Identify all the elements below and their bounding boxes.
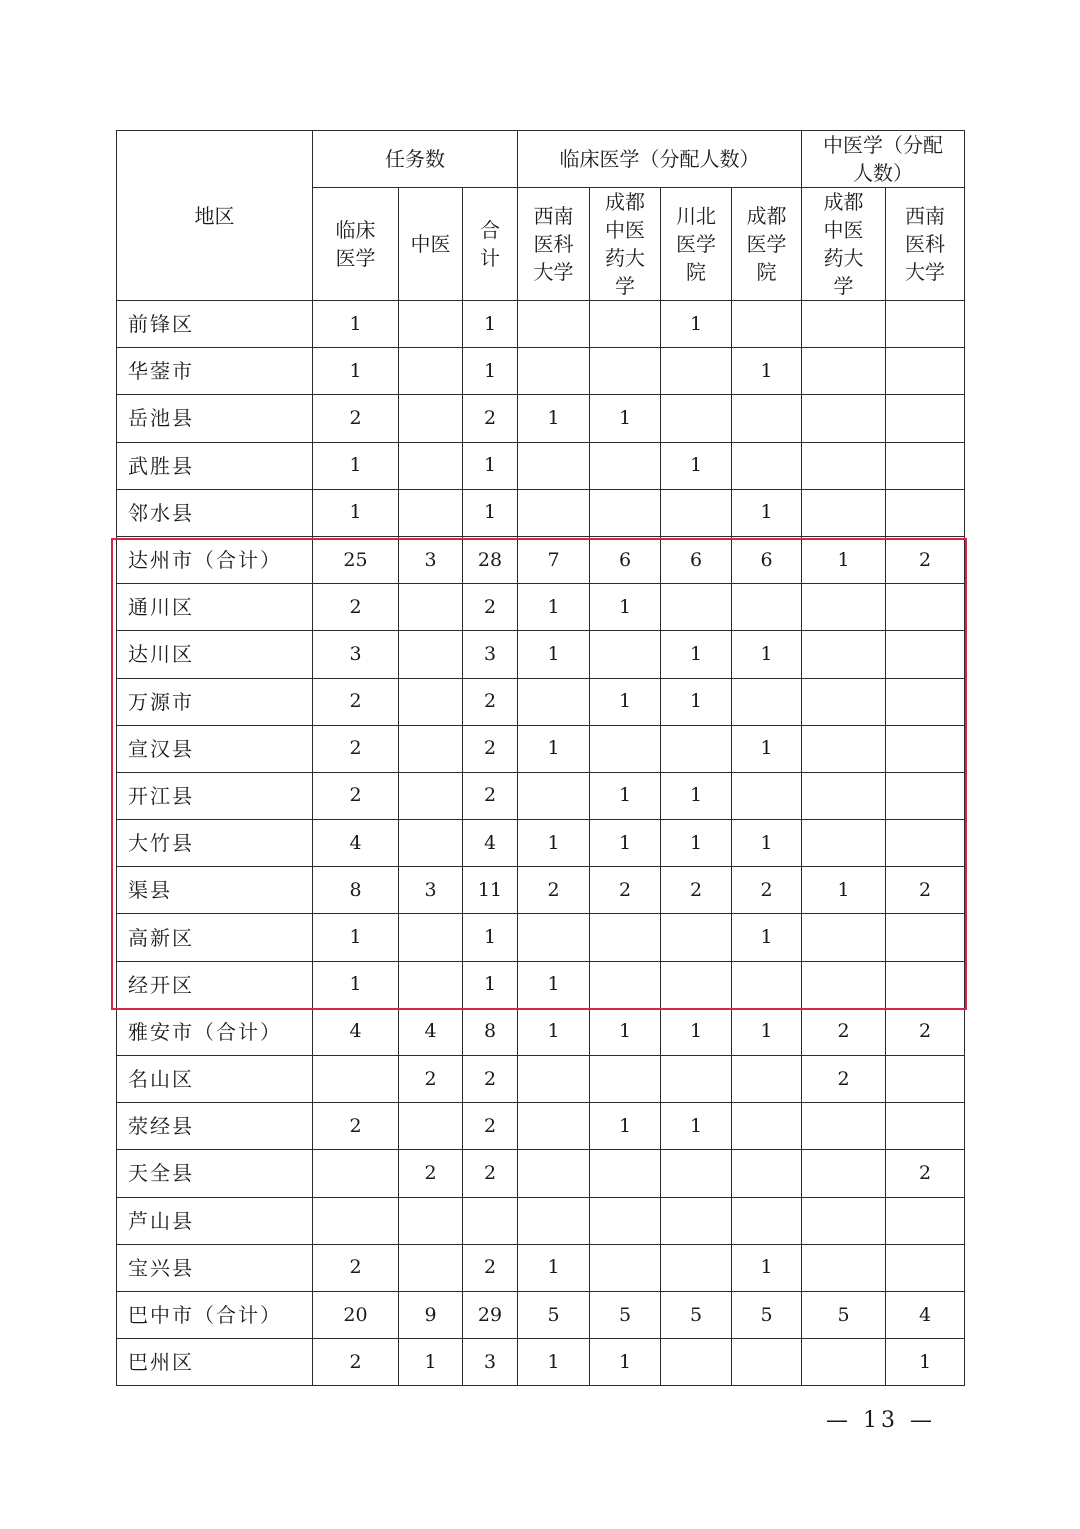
value-cell: [732, 678, 802, 725]
value-cell: [732, 1150, 802, 1197]
region-cell: 巴州区: [117, 1339, 313, 1386]
region-cell: 名山区: [117, 1056, 313, 1103]
value-cell: 2: [463, 584, 518, 631]
value-cell: [886, 1244, 965, 1291]
value-cell: [518, 772, 590, 819]
value-cell: [732, 961, 802, 1008]
value-cell: [802, 914, 886, 961]
value-cell: [886, 348, 965, 395]
value-cell: [886, 489, 965, 536]
value-cell: [661, 584, 732, 631]
table-row: [117, 1291, 965, 1338]
value-cell: [661, 1150, 732, 1197]
value-cell: 2: [313, 678, 399, 725]
value-cell: [732, 442, 802, 489]
value-cell: 1: [732, 348, 802, 395]
value-cell: 2: [802, 1056, 886, 1103]
value-cell: [886, 1103, 965, 1150]
value-cell: [399, 772, 463, 819]
value-cell: 1: [590, 1103, 661, 1150]
value-cell: [590, 1244, 661, 1291]
value-cell: 1: [313, 489, 399, 536]
value-cell: [661, 1197, 732, 1244]
table-row: [117, 395, 965, 442]
value-cell: [399, 961, 463, 1008]
value-cell: [518, 1103, 590, 1150]
value-cell: 2: [463, 1103, 518, 1150]
value-cell: 1: [463, 489, 518, 536]
value-cell: [886, 961, 965, 1008]
value-cell: 4: [463, 820, 518, 867]
region-cell: 华蓥市: [117, 348, 313, 395]
value-cell: 2: [463, 725, 518, 772]
region-cell: 天全县: [117, 1150, 313, 1197]
value-cell: [399, 725, 463, 772]
value-cell: 8: [313, 867, 399, 914]
table-row: [117, 489, 965, 536]
subheader-cmc: 成都医学院: [732, 188, 802, 301]
value-cell: [886, 1197, 965, 1244]
value-cell: [732, 395, 802, 442]
value-cell: [399, 489, 463, 536]
value-cell: [313, 1056, 399, 1103]
value-cell: 2: [886, 536, 965, 583]
value-cell: [590, 1197, 661, 1244]
value-cell: 3: [313, 631, 399, 678]
value-cell: [802, 820, 886, 867]
value-cell: 4: [886, 1291, 965, 1338]
region-cell: 达川区: [117, 631, 313, 678]
value-cell: [802, 1244, 886, 1291]
table-row: [117, 772, 965, 819]
value-cell: 11: [463, 867, 518, 914]
value-cell: [399, 348, 463, 395]
value-cell: [802, 725, 886, 772]
value-cell: 2: [463, 395, 518, 442]
value-cell: [313, 1150, 399, 1197]
value-cell: 2: [399, 1150, 463, 1197]
table-row: [117, 1150, 965, 1197]
region-cell: 前锋区: [117, 301, 313, 348]
value-cell: 1: [590, 678, 661, 725]
value-cell: 1: [518, 584, 590, 631]
value-cell: 1: [732, 725, 802, 772]
value-cell: 5: [661, 1291, 732, 1338]
value-cell: 1: [661, 678, 732, 725]
value-cell: [661, 961, 732, 1008]
value-cell: 4: [313, 1008, 399, 1055]
value-cell: [886, 772, 965, 819]
value-cell: [661, 1056, 732, 1103]
value-cell: 3: [463, 1339, 518, 1386]
value-cell: [886, 1056, 965, 1103]
table-row: [117, 631, 965, 678]
value-cell: 1: [313, 301, 399, 348]
header-region: 地区: [117, 131, 313, 301]
value-cell: 8: [463, 1008, 518, 1055]
value-cell: 1: [463, 348, 518, 395]
region-cell: 达州市（合计）: [117, 536, 313, 583]
region-cell: 宝兴县: [117, 1244, 313, 1291]
subheader-nsmc: 川北医学院: [661, 188, 732, 301]
value-cell: 6: [732, 536, 802, 583]
value-cell: 4: [313, 820, 399, 867]
table-row: [117, 442, 965, 489]
value-cell: [661, 1339, 732, 1386]
value-cell: [886, 820, 965, 867]
value-cell: [802, 301, 886, 348]
value-cell: [886, 301, 965, 348]
value-cell: [802, 489, 886, 536]
value-cell: [802, 678, 886, 725]
subheader-cdutcm-clinical: 成都中医药大学: [590, 188, 661, 301]
region-cell: 渠县: [117, 867, 313, 914]
value-cell: [399, 395, 463, 442]
value-cell: [661, 1244, 732, 1291]
value-cell: [802, 1150, 886, 1197]
region-cell: 大竹县: [117, 820, 313, 867]
value-cell: 1: [313, 348, 399, 395]
value-cell: 1: [518, 1339, 590, 1386]
header-tcm-allocation-label: 中医学（分配人数）: [823, 133, 944, 185]
value-cell: 1: [590, 395, 661, 442]
value-cell: 2: [463, 1244, 518, 1291]
region-cell: 宣汉县: [117, 725, 313, 772]
value-cell: [518, 1150, 590, 1197]
value-cell: 6: [590, 536, 661, 583]
value-cell: [518, 678, 590, 725]
value-cell: 1: [518, 395, 590, 442]
value-cell: [732, 1197, 802, 1244]
value-cell: [802, 1103, 886, 1150]
value-cell: [802, 961, 886, 1008]
region-cell: 万源市: [117, 678, 313, 725]
value-cell: [886, 725, 965, 772]
region-cell: 经开区: [117, 961, 313, 1008]
value-cell: [886, 678, 965, 725]
value-cell: 1: [661, 772, 732, 819]
value-cell: [399, 584, 463, 631]
value-cell: 25: [313, 536, 399, 583]
value-cell: [399, 820, 463, 867]
region-cell: 通川区: [117, 584, 313, 631]
value-cell: 1: [463, 301, 518, 348]
value-cell: [732, 1339, 802, 1386]
value-cell: 1: [661, 631, 732, 678]
value-cell: 1: [886, 1339, 965, 1386]
value-cell: [518, 348, 590, 395]
subheader-swmu-tcm: 西南医科大学: [886, 188, 965, 301]
value-cell: [590, 631, 661, 678]
value-cell: [518, 1197, 590, 1244]
value-cell: 2: [802, 1008, 886, 1055]
value-cell: [590, 442, 661, 489]
value-cell: 1: [518, 961, 590, 1008]
value-cell: 3: [463, 631, 518, 678]
value-cell: [732, 772, 802, 819]
value-cell: 2: [463, 1150, 518, 1197]
value-cell: 1: [518, 1008, 590, 1055]
value-cell: 1: [732, 489, 802, 536]
value-cell: 5: [732, 1291, 802, 1338]
value-cell: 1: [661, 1008, 732, 1055]
value-cell: 2: [313, 395, 399, 442]
value-cell: [802, 395, 886, 442]
value-cell: 1: [661, 301, 732, 348]
value-cell: 1: [590, 1339, 661, 1386]
value-cell: [518, 301, 590, 348]
value-cell: [463, 1197, 518, 1244]
table-row: [117, 1197, 965, 1244]
value-cell: [399, 1103, 463, 1150]
value-cell: 1: [313, 961, 399, 1008]
table-row: [117, 348, 965, 395]
value-cell: 2: [313, 725, 399, 772]
value-cell: [399, 631, 463, 678]
table-row: [117, 1103, 965, 1150]
value-cell: 1: [313, 442, 399, 489]
value-cell: [590, 725, 661, 772]
value-cell: [886, 442, 965, 489]
value-cell: 2: [590, 867, 661, 914]
value-cell: 29: [463, 1291, 518, 1338]
value-cell: 3: [399, 536, 463, 583]
value-cell: [399, 678, 463, 725]
value-cell: [590, 914, 661, 961]
value-cell: 1: [590, 1008, 661, 1055]
value-cell: 2: [661, 867, 732, 914]
value-cell: 5: [518, 1291, 590, 1338]
value-cell: [886, 631, 965, 678]
region-cell: 雅安市（合计）: [117, 1008, 313, 1055]
table-body: [117, 301, 965, 1386]
value-cell: [886, 914, 965, 961]
region-cell: 高新区: [117, 914, 313, 961]
region-cell: 芦山县: [117, 1197, 313, 1244]
value-cell: 3: [399, 867, 463, 914]
value-cell: 1: [802, 536, 886, 583]
table-row: [117, 961, 965, 1008]
value-cell: 1: [732, 631, 802, 678]
value-cell: 7: [518, 536, 590, 583]
table-row: [117, 678, 965, 725]
value-cell: [590, 301, 661, 348]
value-cell: [802, 631, 886, 678]
value-cell: 2: [313, 772, 399, 819]
value-cell: [590, 489, 661, 536]
value-cell: 1: [732, 820, 802, 867]
value-cell: 2: [732, 867, 802, 914]
value-cell: [661, 348, 732, 395]
value-cell: [802, 1339, 886, 1386]
value-cell: [732, 1056, 802, 1103]
value-cell: [886, 395, 965, 442]
region-cell: 巴中市（合计）: [117, 1291, 313, 1338]
table-row: [117, 1056, 965, 1103]
table-row: [117, 725, 965, 772]
value-cell: 2: [463, 678, 518, 725]
region-cell: 开江县: [117, 772, 313, 819]
table-row: [117, 1244, 965, 1291]
value-cell: 2: [518, 867, 590, 914]
value-cell: [399, 1197, 463, 1244]
header-tcm-allocation: [802, 131, 965, 188]
subheader-swmu-clinical: 西南医科大学: [518, 188, 590, 301]
value-cell: 2: [463, 1056, 518, 1103]
value-cell: 2: [886, 867, 965, 914]
value-cell: 2: [399, 1056, 463, 1103]
value-cell: 2: [313, 1103, 399, 1150]
value-cell: 1: [732, 914, 802, 961]
value-cell: 5: [802, 1291, 886, 1338]
subheader-tcm: 中医: [399, 188, 463, 301]
value-cell: 2: [463, 772, 518, 819]
value-cell: [590, 961, 661, 1008]
value-cell: [313, 1197, 399, 1244]
value-cell: [399, 914, 463, 961]
value-cell: [399, 442, 463, 489]
subheader-cdutcm-tcm: 成都中医药大学: [802, 188, 886, 301]
value-cell: [802, 442, 886, 489]
value-cell: 1: [399, 1339, 463, 1386]
value-cell: [661, 489, 732, 536]
value-cell: 2: [886, 1150, 965, 1197]
table-row: [117, 1008, 965, 1055]
value-cell: 6: [661, 536, 732, 583]
value-cell: [886, 584, 965, 631]
allocation-table: [116, 130, 965, 1386]
value-cell: [590, 1150, 661, 1197]
value-cell: 2: [313, 584, 399, 631]
table-row: [117, 1339, 965, 1386]
table-row: [117, 584, 965, 631]
region-cell: 武胜县: [117, 442, 313, 489]
value-cell: 2: [313, 1339, 399, 1386]
value-cell: 1: [518, 820, 590, 867]
table-row: [117, 820, 965, 867]
value-cell: 1: [463, 961, 518, 1008]
value-cell: [732, 1103, 802, 1150]
value-cell: 1: [518, 1244, 590, 1291]
value-cell: 1: [661, 1103, 732, 1150]
header-clinical-allocation: 临床医学（分配人数）: [518, 131, 802, 188]
value-cell: [661, 914, 732, 961]
value-cell: 1: [802, 867, 886, 914]
value-cell: 1: [463, 914, 518, 961]
page-number: — 13 —: [826, 1408, 936, 1433]
value-cell: [802, 772, 886, 819]
header-task-count: 任务数: [313, 131, 518, 188]
value-cell: 1: [732, 1008, 802, 1055]
region-cell: 荥经县: [117, 1103, 313, 1150]
value-cell: 5: [590, 1291, 661, 1338]
region-cell: 邻水县: [117, 489, 313, 536]
value-cell: 2: [886, 1008, 965, 1055]
region-cell: 岳池县: [117, 395, 313, 442]
value-cell: [661, 725, 732, 772]
table-row: [117, 914, 965, 961]
value-cell: 1: [313, 914, 399, 961]
table-row: [117, 536, 965, 583]
value-cell: 1: [518, 631, 590, 678]
value-cell: [802, 1197, 886, 1244]
table-row: [117, 867, 965, 914]
value-cell: 2: [313, 1244, 399, 1291]
value-cell: 28: [463, 536, 518, 583]
value-cell: [518, 442, 590, 489]
value-cell: 1: [463, 442, 518, 489]
value-cell: [518, 1056, 590, 1103]
value-cell: 1: [661, 820, 732, 867]
value-cell: [590, 1056, 661, 1103]
subheader-total: 合计: [463, 188, 518, 301]
value-cell: 1: [590, 584, 661, 631]
value-cell: 1: [518, 725, 590, 772]
value-cell: [518, 489, 590, 536]
value-cell: 4: [399, 1008, 463, 1055]
value-cell: [732, 301, 802, 348]
value-cell: 1: [661, 442, 732, 489]
value-cell: [661, 395, 732, 442]
value-cell: [802, 348, 886, 395]
allocation-table-container: [116, 130, 964, 1386]
value-cell: [399, 1244, 463, 1291]
value-cell: 1: [590, 820, 661, 867]
table-row: [117, 301, 965, 348]
value-cell: [802, 584, 886, 631]
value-cell: 20: [313, 1291, 399, 1338]
value-cell: [732, 584, 802, 631]
value-cell: 9: [399, 1291, 463, 1338]
value-cell: [518, 914, 590, 961]
value-cell: [590, 348, 661, 395]
value-cell: 1: [732, 1244, 802, 1291]
value-cell: [399, 301, 463, 348]
subheader-clinical: 临床医学: [313, 188, 399, 301]
value-cell: 1: [590, 772, 661, 819]
